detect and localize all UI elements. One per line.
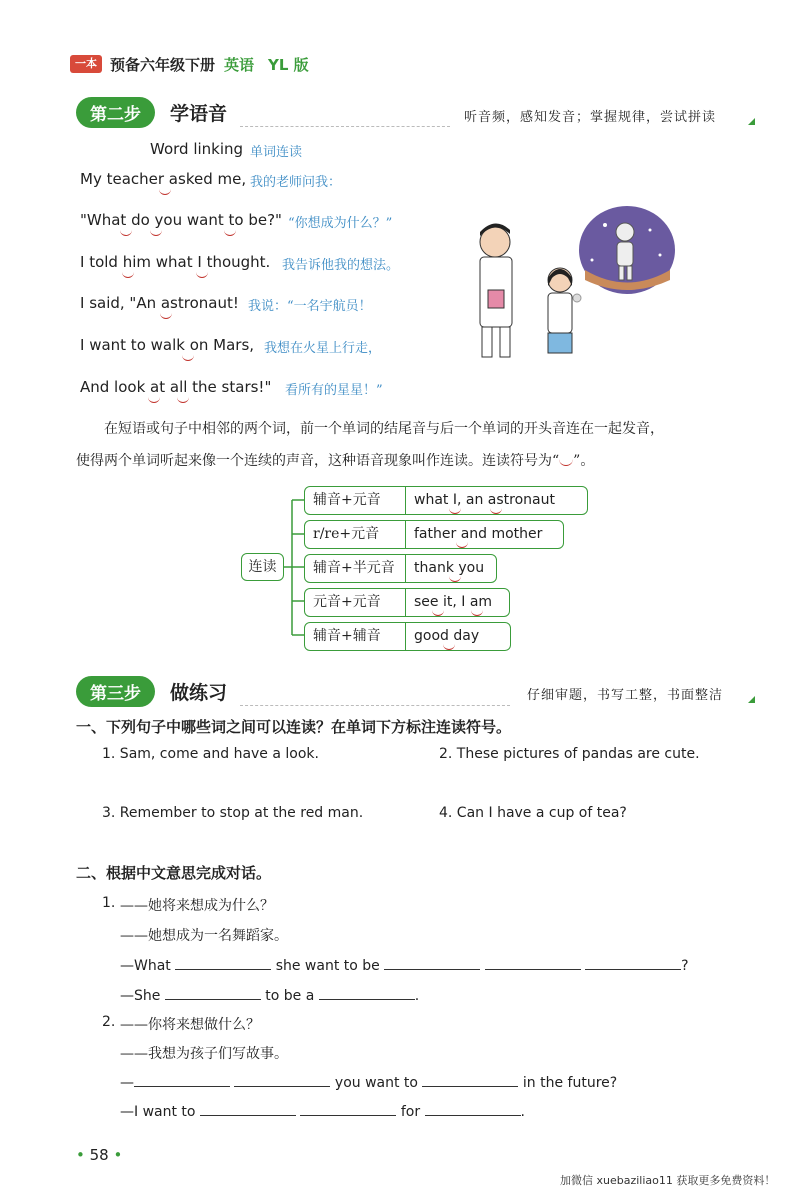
explanation-line-1: 在短语或句子中相邻的两个词，前一个单词的结尾音与后一个单词的开头音连在一起发音， xyxy=(104,421,664,437)
dialogue2-cn-answer: ——我想为孩子们写故事。 xyxy=(120,1046,288,1062)
linking-mark xyxy=(182,354,194,361)
dialogue1-cn-question: ——她将来想成为什么？ xyxy=(120,898,274,914)
rule-type: 辅音+元音 xyxy=(305,487,406,514)
q1-item: 2. These pictures of pandas are cute. xyxy=(439,746,700,762)
rule-example: thank you xyxy=(414,560,485,576)
book-title: 预备六年级下册 xyxy=(110,56,216,74)
answer-middle: to be a xyxy=(265,988,315,1004)
rule-type: r/re+元音 xyxy=(305,521,406,548)
answer-blank[interactable] xyxy=(319,985,415,1000)
explanation-end: ”。 xyxy=(573,453,595,469)
linking-mark xyxy=(159,188,171,195)
rule-example: father and mother xyxy=(414,526,543,542)
dialogue1-number: 1. xyxy=(102,895,116,911)
topic-en: Word linking xyxy=(150,140,244,158)
dot-icon: • xyxy=(76,1146,85,1164)
linking-mark xyxy=(150,229,162,236)
answer-end: . xyxy=(520,1104,525,1120)
rule-type: 辅音+半元音 xyxy=(305,555,406,582)
dialogue2-cn-question: ——你将来想做什么？ xyxy=(120,1017,260,1033)
question-prefix: —What xyxy=(120,958,171,974)
linking-root: 连读 xyxy=(241,553,284,581)
q1-item: 4. Can I have a cup of tea? xyxy=(439,805,627,821)
answer-blank[interactable] xyxy=(175,955,271,970)
answer-prefix: —She xyxy=(120,988,161,1004)
linking-mark xyxy=(120,229,132,236)
edition-label: YL 版 xyxy=(268,56,309,74)
answer-blank[interactable] xyxy=(165,985,261,1000)
divider xyxy=(240,705,510,706)
dialogue2-number: 2. xyxy=(102,1014,116,1030)
q2-heading: 二、根据中文意思完成对话。 xyxy=(76,864,272,882)
rhyme-line-en: And look at all the stars!" xyxy=(80,378,272,396)
rule-row xyxy=(304,520,564,549)
rhyme-line-cn: 我告诉他我的想法。 xyxy=(282,258,400,273)
rhyme-line-cn: 我的老师问我： xyxy=(250,175,342,190)
dialogue2-answer xyxy=(120,1101,525,1120)
linking-symbol xyxy=(559,457,573,466)
linking-mark xyxy=(148,396,160,403)
step3-tip: 仔细审题，书写工整，书面整洁 xyxy=(527,688,724,703)
page-number: 58 xyxy=(89,1146,109,1164)
watermark: 加微信 xuebaziliao11 获取更多免费资料！ xyxy=(560,1174,776,1187)
answer-blank[interactable] xyxy=(384,955,480,970)
question-prefix: — xyxy=(120,1075,134,1091)
step3-pill: 第三步 xyxy=(76,676,155,707)
rhyme-line-en: I told him what I thought. xyxy=(80,253,271,271)
rule-example: what I, an astronaut xyxy=(414,492,555,508)
dot-icon: • xyxy=(113,1146,123,1164)
question-end: in the future? xyxy=(522,1075,618,1091)
q1-item: 1. Sam, come and have a look. xyxy=(102,746,319,762)
answer-blank[interactable] xyxy=(234,1072,330,1087)
corner-triangle-icon xyxy=(748,118,755,125)
step3-title: 做练习 xyxy=(170,682,228,704)
step2-title: 学语音 xyxy=(170,103,228,125)
dialogue2-question xyxy=(120,1072,617,1091)
topic-cn: 单词连读 xyxy=(250,145,303,160)
rhyme-line-cn: “你想成为什么？” xyxy=(288,216,393,231)
q1-item: 3. Remember to stop at the red man. xyxy=(102,805,364,821)
rule-type: 元音+元音 xyxy=(305,589,406,616)
rule-example: see it, I am xyxy=(414,594,493,610)
illustration-teacher-astronaut xyxy=(460,200,690,360)
answer-prefix: —I want to xyxy=(120,1104,196,1120)
corner-triangle-icon xyxy=(748,696,755,703)
answer-blank[interactable] xyxy=(585,955,681,970)
rule-row xyxy=(304,622,511,651)
answer-middle: for xyxy=(400,1104,421,1120)
book-badge: 一本 xyxy=(70,55,102,73)
question-end: ? xyxy=(681,958,689,974)
answer-blank[interactable] xyxy=(200,1101,296,1116)
answer-blank[interactable] xyxy=(485,955,581,970)
rhyme-line-cn: 看所有的星星！” xyxy=(285,383,383,398)
answer-blank[interactable] xyxy=(300,1101,396,1116)
tree-connector xyxy=(284,495,306,645)
subject-label: 英语 xyxy=(224,56,255,74)
explanation-line-2 xyxy=(76,447,594,475)
dialogue1-question xyxy=(120,955,689,974)
rule-row xyxy=(304,486,588,515)
dialogue1-cn-answer: ——她想成为一名舞蹈家。 xyxy=(120,928,288,944)
rhyme-line-en: "What do you want to be?" xyxy=(80,211,282,229)
answer-blank[interactable] xyxy=(422,1072,518,1087)
rhyme-line-cn: 我想在火星上行走， xyxy=(264,341,382,356)
linking-mark xyxy=(224,229,236,236)
rule-example: good day xyxy=(414,628,480,644)
rule-type: 辅音+辅音 xyxy=(305,623,406,650)
answer-blank[interactable] xyxy=(425,1101,521,1116)
linking-mark xyxy=(122,271,134,278)
divider xyxy=(240,126,450,127)
answer-end: . xyxy=(414,988,420,1004)
rhyme-line-en: My teacher asked me, xyxy=(80,170,247,188)
answer-blank[interactable] xyxy=(134,1072,230,1087)
step2-pill: 第二步 xyxy=(76,97,155,128)
rhyme-line-en: I want to walk on Mars, xyxy=(80,336,255,354)
q1-heading: 一、下列句子中哪些词之间可以连读？在单词下方标注连读符号。 xyxy=(76,718,512,736)
question-middle: you want to xyxy=(334,1075,418,1091)
rhyme-line-cn: 我说：“一名宇航员！ xyxy=(248,299,372,314)
linking-mark xyxy=(177,396,189,403)
rhyme-line-en: I said, "An astronaut! xyxy=(80,294,239,312)
linking-mark xyxy=(160,312,172,319)
rule-row xyxy=(304,554,497,583)
step2-tip: 听音频，感知发音；掌握规律，尝试拼读 xyxy=(464,110,717,125)
question-middle: she want to be xyxy=(275,958,380,974)
explanation-text: 使得两个单词听起来像一个连续的声音，这种语音现象叫作连读。连读符号为“ xyxy=(76,453,560,469)
page-number-area xyxy=(76,1146,122,1164)
linking-mark xyxy=(196,271,208,278)
dialogue1-answer xyxy=(120,985,419,1004)
